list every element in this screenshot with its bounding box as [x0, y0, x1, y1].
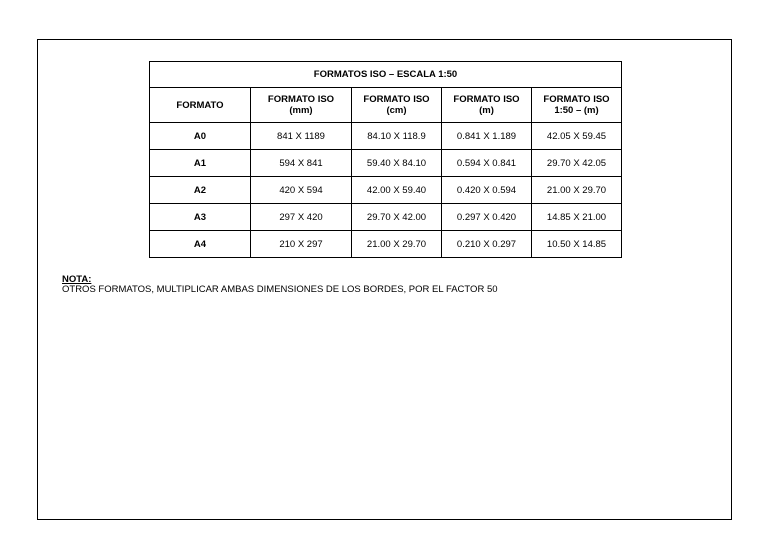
header-iso-scale: [532, 88, 622, 123]
header-iso-mm: [251, 88, 352, 123]
table-row: [150, 150, 622, 177]
scale-cell: 21.00 X 29.70: [532, 177, 622, 204]
cm-cell: 59.40 X 84.10: [352, 150, 442, 177]
table-title: FORMATOS ISO – ESCALA 1:50: [150, 62, 622, 88]
m-cell: 0.594 X 0.841: [442, 150, 532, 177]
header-text: FORMATO ISO: [543, 94, 610, 105]
header-text: FORMATO: [176, 99, 224, 111]
format-cell: A0: [150, 123, 251, 150]
mm-cell: 594 X 841: [251, 150, 352, 177]
format-cell: A1: [150, 150, 251, 177]
iso-formats-table: [149, 61, 622, 258]
header-iso-cm: [352, 88, 442, 123]
table-row: [150, 123, 622, 150]
drawing-sheet-frame: [37, 39, 732, 520]
cm-cell: 42.00 X 59.40: [352, 177, 442, 204]
header-iso-m: [442, 88, 532, 123]
header-text: FORMATO ISO: [363, 94, 430, 105]
cm-cell: 29.70 X 42.00: [352, 204, 442, 231]
note-label: NOTA:: [62, 274, 92, 285]
m-cell: 0.841 X 1.189: [442, 123, 532, 150]
m-cell: 0.420 X 0.594: [442, 177, 532, 204]
format-cell: A2: [150, 177, 251, 204]
m-cell: 0.297 X 0.420: [442, 204, 532, 231]
mm-cell: 210 X 297: [251, 231, 352, 258]
m-cell: 0.210 X 0.297: [442, 231, 532, 258]
mm-cell: 297 X 420: [251, 204, 352, 231]
scale-cell: 10.50 X 14.85: [532, 231, 622, 258]
cm-cell: 21.00 X 29.70: [352, 231, 442, 258]
header-unit: 1:50 – (m): [554, 105, 599, 116]
scale-cell: 42.05 X 59.45: [532, 123, 622, 150]
header-unit: (m): [479, 105, 494, 116]
table-row: [150, 204, 622, 231]
mm-cell: 841 X 1189: [251, 123, 352, 150]
scale-cell: 29.70 X 42.05: [532, 150, 622, 177]
cm-cell: 84.10 X 118.9: [352, 123, 442, 150]
format-cell: A4: [150, 231, 251, 258]
table-row: [150, 231, 622, 258]
header-formato: [150, 88, 251, 123]
scale-cell: 14.85 X 21.00: [532, 204, 622, 231]
format-cell: A3: [150, 204, 251, 231]
note-text: OTROS FORMATOS, MULTIPLICAR AMBAS DIMENSIONES DE LOS BORDES, POR EL FACTOR 50: [62, 284, 498, 295]
mm-cell: 420 X 594: [251, 177, 352, 204]
header-unit: (cm): [386, 105, 407, 116]
header-text: FORMATO ISO: [267, 94, 335, 105]
header-text: FORMATO ISO: [453, 94, 520, 105]
table-row: [150, 177, 622, 204]
note-block: [62, 275, 498, 295]
header-unit: (mm): [289, 105, 313, 116]
